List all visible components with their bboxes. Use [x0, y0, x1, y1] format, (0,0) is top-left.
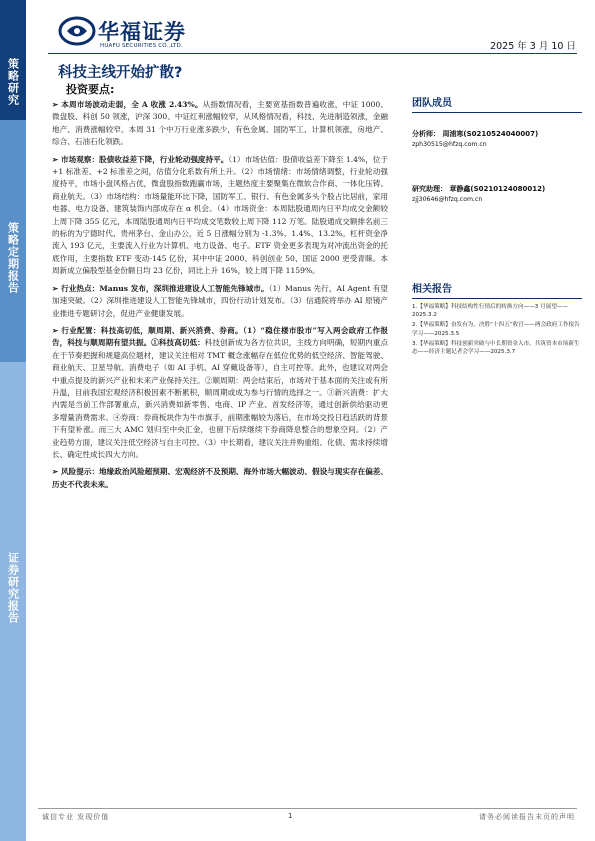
sidebar-segment-strategy [0, 0, 26, 120]
page-number: 1 [288, 812, 293, 820]
paragraph-heading: 风险提示：地缘政治风险超预期、宏观经济不及预期、海外市场大幅波动、假设与现实存在偏差、历史不代表未来。 [52, 467, 388, 489]
analyst-1 [412, 129, 582, 139]
paragraph-market-observation [52, 154, 388, 278]
analyst-2 [412, 184, 582, 194]
related-report-item[interactable]: 3.【华福策略】科技创新突破与中长期资金入市，共筑资本市场新生态——经济主题记者会学习——2025.3.7 [412, 340, 580, 356]
paragraph-text: 科技创新成为各方位共识，主线方向明确，短期内重点在于节奏把握和规避高位题材，建议关注相对 TMT 概念涨幅存在低位优势的低空经济、智能驾驶、商业航天、卫星导航、消费电子（如 AI 手机、AI 穿戴设备等），自主可控等。此外，也建议对两会中重点提及的新兴产业和未来产业保持关注。②顺周期：两会结束后，市场对于基本面的关注或有所升温，目前我国宏观经济积极因素不断累积，顺周期或成为参与行情的选择之一。③新兴消费：扩大内需是当前工作部署重点，新兴消费如新零售、电商、IP 产业、首发经济等，通过创新供给驱动更多增量消费需求。④券商：券商板块作为牛市旗手，前期涨幅较为落后，在市场交投日趋活跃的背景下有望补涨。而三大 AMC 划归至中央汇金，也留下后续继续下券商降息整合的想象空间。（2）产业趋势方面，建议关注低空经济与自主可控。（3）中长期看，建议关注并购重组、化债、需求持续增长、确定性成长四大方向。 [52, 338, 389, 459]
paragraph-industry-allocation [52, 325, 388, 461]
right-column [412, 94, 582, 356]
analyst-block [412, 129, 582, 203]
header-divider [48, 53, 577, 54]
related-reports [412, 280, 582, 356]
paragraph-market-overview [52, 99, 388, 149]
sidebar-label-strategy: 策略研究 [6, 58, 20, 106]
logo-emblem-icon [58, 16, 96, 46]
paragraph-text: （1）Manus 先行，AI Agent 有望加速突破。（2）深圳推进建设人工智能先锋城市，四份行动计划发布。（3）信通院将举办 AI 原镜产业推进专题研讨会，促进产业健康发展。 [52, 283, 388, 318]
paragraph-risk-warning [52, 466, 388, 491]
analyst-2-email[interactable]: zjj30646@hfzq.com.cn [412, 196, 483, 203]
paragraph-heading: 本周市场波动走弱，全 A 收涨 2.43%。 [61, 100, 203, 109]
report-date: 2025 年 3 月 10 日 [490, 41, 576, 52]
analyst-2-name: 章静鑫(S0210124080012) [449, 185, 546, 193]
analyst-1-email[interactable]: zph30515@hfzq.com.cn [412, 141, 487, 148]
related-report-item[interactable]: 1.【华福策略】科技结构性行情后的转换方向——3 月展望——2025.3.2 [412, 304, 569, 319]
report-title: 科技主线开始扩散? [58, 65, 183, 81]
bullet-arrow-icon: ➢ [52, 100, 62, 109]
bullet-arrow-icon: ➢ [52, 154, 62, 164]
paragraph-heading: 行业配置：科技高切低，顺周期、新兴消费、券商。（1）“稳住楼市股市”写入两会政府工作报告，科技与顺周期有望共振。①科技高切低： [52, 325, 388, 348]
analyst-2-role: 研究助理： [412, 185, 447, 193]
sidebar [0, 0, 26, 841]
sidebar-label-research: 证券研究报告 [6, 552, 20, 624]
related-report-item[interactable]: 2.【华福策略】奋发有为，决胜“十四五”收官——两会政府工作报告学习——2025.3.5 [412, 322, 580, 337]
paragraph-text: （1）市场估值：股债收益差下降至 1.4%，位于+1 标准差、+2 标准差之间，估值分化系数有所上升。（2）市场情绪：市场情绪调整，行业轮动强度持平，市场小盘风格占优，微盘股指数跑赢市场，主题热度主要聚集在微软合作商、一体化压铸、商业航天。（3）市场结构：市场量能环比下降，国防军工、银行、有色金属多头个股占比居前，家用电器、电力设备、建筑装饰内部成存在 α 机会。（4）市场资金：本周陆股通周内日平均成交金额较上周下降 355 亿元，本周陆股通周内日平均成交笔数较上周下降 112 万笔。陆股通成交额排名前三的标的为宁德时代、贵州茅台、金山办公，近 5 日涨幅分别为 -1.3%、1.4%、13.2%。杠杆资金净流入 193 亿元，主要流入行业为计算机、电力设备、电子。ETF 资金更多表现为对冲流出资金的托底作用，主要指数 ETF 变动-145 亿份，其中中证 2000、科创创业 50、国证 2000 更受青睐。本周新成立偏股型基金份额日均 23 亿份，同比上升 16%，较上周下降 1159%。 [52, 154, 388, 276]
related-list [412, 303, 582, 356]
logo-text-cn: 华福证券 [98, 20, 186, 44]
footer-disclaimer: 请务必阅读报告末页的声明 [479, 813, 575, 821]
company-logo [58, 12, 218, 52]
footer-slogan: 诚信专业 发现价值 [42, 813, 110, 821]
sidebar-segment-periodic [0, 120, 26, 362]
analyst-1-role: 分析师： [412, 130, 440, 138]
sidebar-label-periodic: 策略定期报告 [6, 222, 20, 294]
paragraph-heading: 市场观察：股债收益差下降，行业轮动强度持平。 [61, 154, 229, 164]
team-heading: 团队成员 [412, 94, 582, 113]
paragraph-heading: 行业热点：Manus 发布，深圳推进建设人工智能先锋城市。 [61, 283, 269, 293]
sidebar-segment-research [0, 362, 26, 841]
paragraph-industry-hotspot [52, 283, 388, 320]
footer-divider [38, 808, 577, 809]
bullet-arrow-icon: ➢ [52, 283, 62, 293]
bullet-arrow-icon: ➢ [52, 467, 62, 477]
bullet-arrow-icon: ➢ [52, 325, 62, 335]
related-heading: 相关报告 [412, 280, 582, 299]
analyst-1-name: 周浦寒(S0210524040007) [442, 130, 539, 138]
logo-text-en: HUAFU SECURITIES CO.,LTD. [100, 43, 183, 49]
section-subtitle: 投资要点: [66, 83, 115, 96]
main-content [52, 99, 388, 496]
paragraph-text: 从指数情况看，主要宽基指数普遍收涨，中证 1000、微盘股、科创 50 领涨，沪深 300、中证红利涨幅较窄，从风格情况看，科技、先进制造领涨，金融地产、消费涨幅较窄。本周 31 个中万行业涨多跌少，有色金属、国防军工、计算机领涨，房地产、综合、石油石化领跌。 [52, 100, 388, 147]
